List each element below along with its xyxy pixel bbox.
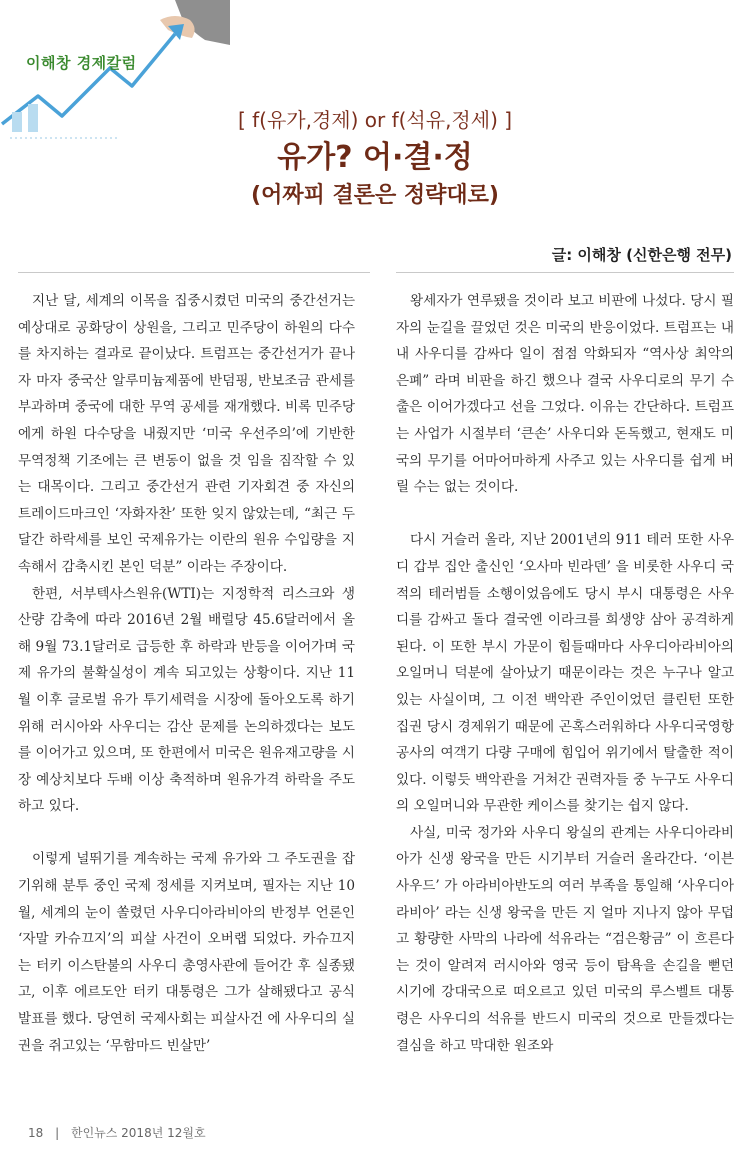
right-column-divider	[396, 272, 734, 273]
paragraph: 한편, 서부텍사스원유(WTI)는 지정학적 리스크와 생산량 감축에 따라 2016년 2월 배럴당 45.6달러에서 올해 9월 73.1달러로 급등한 후 하락과 반등을 이어가며 국제 유가의 불확실성이 계속 되고있는 상황이다. 지난 11월 이후 글로벌 유가 투기세력을 시장에 돌아오도록 하기 위해 러시아와 사우디는 감산 문제를 논의하겠다는 보도를 이어가고 있으며, 또 한편에서 미국은 원유재고량을 시장 예상치보다 두배 이상 축적하며 원유가격 하락을 주도하고 있다.	[18, 585, 355, 815]
left-column	[18, 288, 355, 1059]
footer-separator: |	[55, 1126, 60, 1140]
left-column-divider	[18, 272, 370, 273]
page-number: 18	[28, 1126, 44, 1140]
page-title: 유가? 어·결·정	[277, 140, 473, 175]
article-kicker: [ f(유가,경제) or f(석유,정세) ]	[237, 108, 513, 132]
paragraph: 이렇게 널뛰기를 계속하는 국제 유가와 그 주도권을 잡기위해 분투 중인 국제 정세를 지켜보며, 필자는 지난 10월, 세계의 눈이 쏠렸던 사우디아라비아의 반정부 언론인 ‘자말 카슈끄지’의 피살 사건이 오버랩 되었다. 카슈끄지는 터키 이스탄불의 사우디 총영사관에 들어간 후 실종됐고, 이후 에르도안 터키 대통령은 그가 살해됐다고 공식 발표를 했다. 당연히 국제사회는 피살사건 에 사우디의 실권을 쥐고있는 ‘무함마드 빈살만’	[18, 851, 355, 1054]
paragraph: 지난 달, 세계의 이목을 집중시켰던 미국의 중간선거는 예상대로 공화당이 상원을, 그리고 민주당이 하원의 다수를 차지하는 결과로 끝이났다. 트럼프는 중간선거가 끝나자 마자 중국산 알루미늄제품에 반덤핑, 반보조금 관세를 부과하며 중국에 대한 무역 공세를 재개했다. 비록 민주당에게 하원 다수당을 내줬지만 ‘미국 우선주의’에 기반한 무역정책 기조에는 큰 변동이 없을 것 임을 짐작할 수 있는 대목이다. 그리고 중간선거 관련 기자회견 중 자신의 트레이드마크인 ‘자화자찬’ 또한 잊지 않았는데, “최근 두달간 하락세를 보인 국제유가는 이란의 원유 수입량을 지속해서 감축시킨 본인 덕분” 이라는 주장이다.	[18, 293, 355, 575]
article-subtitle: (어짜피 결론은 정략대로)	[251, 183, 499, 208]
byline: 글: 이해창 (신한은행 전무)	[551, 246, 732, 264]
paragraph: 왕세자가 연루됐을 것이라 보고 비판에 나섰다. 당시 필자의 눈길을 끌었던 것은 미국의 반응이었다. 트럼프는 내내 사우디를 감싸다 일이 점점 악화되자 “역사상 최악의 은폐” 라며 비판을 하긴 했으나 결국 사우디로의 무기 수출은 이어가겠다고 선을 그었다. 이유는 간단하다. 트럼프는 사업가 시절부터 ‘큰손’ 사우디와 돈독했고, 현재도 미국의 무기를 어마어마하게 사주고 있는 사우디를 쉽게 버릴 수는 없는 것이다.	[396, 293, 734, 496]
paragraph: 사실, 미국 정가와 사우디 왕실의 관계는 사우디아라비아가 신생 왕국을 만든 시기부터 거슬러 올라간다. ‘이븐 사우드’ 가 아라비아반도의 여러 부족을 통일해 ‘사우디아라비아’ 라는 신생 왕국을 만든 지 얼마 지나지 않아 무덥고 황량한 사막의 나라에 석유라는 “검은황금” 이 흐른다는 것이 알려져 러시아와 영국 등이 탐욕을 손길을 뻗던 시기에 강대국으로 떠오르고 있던 미국의 루스벨트 대통령은 사우디의 석유를 반드시 미국의 것으로 만들겠다는 결심을 하고 막대한 원조와	[396, 824, 734, 1054]
publication-name: 한인뉴스 2018년 12월호	[70, 1126, 206, 1140]
paragraph: 다시 거슬러 올라, 지난 2001년의 911 테러 또한 사우디 갑부 집안 출신인 ‘오사마 빈라덴’ 을 비롯한 사우디 국적의 테러범들 소행이었음에도 당시 부시 대통령은 사우디를 감싸고 돌다 결국엔 이라크를 희생양 삼아 공격하게 된다. 이 또한 부시 가문이 힘들때마다 사우디아라비아의 오일머니 덕분에 살아났기 때문이라는 것은 누구나 알고 있는 사실이며, 그 이전 백악관 주인이었던 클린턴 또한 집권 당시 경제위기 때문에 곤혹스러워하다 사우디국영항공사의 여객기 다량 구매에 힘입어 위기에서 탈출한 적이 있다. 이렇듯 백악관을 거쳐간 권력자들 중 누구도 사우디의 오일머니와 무관한 케이스를 찾기는 쉽지 않다.	[396, 532, 734, 815]
column-tag: 이해창 경제칼럼	[26, 54, 137, 72]
page-footer	[28, 1124, 214, 1141]
right-column	[396, 288, 734, 1059]
